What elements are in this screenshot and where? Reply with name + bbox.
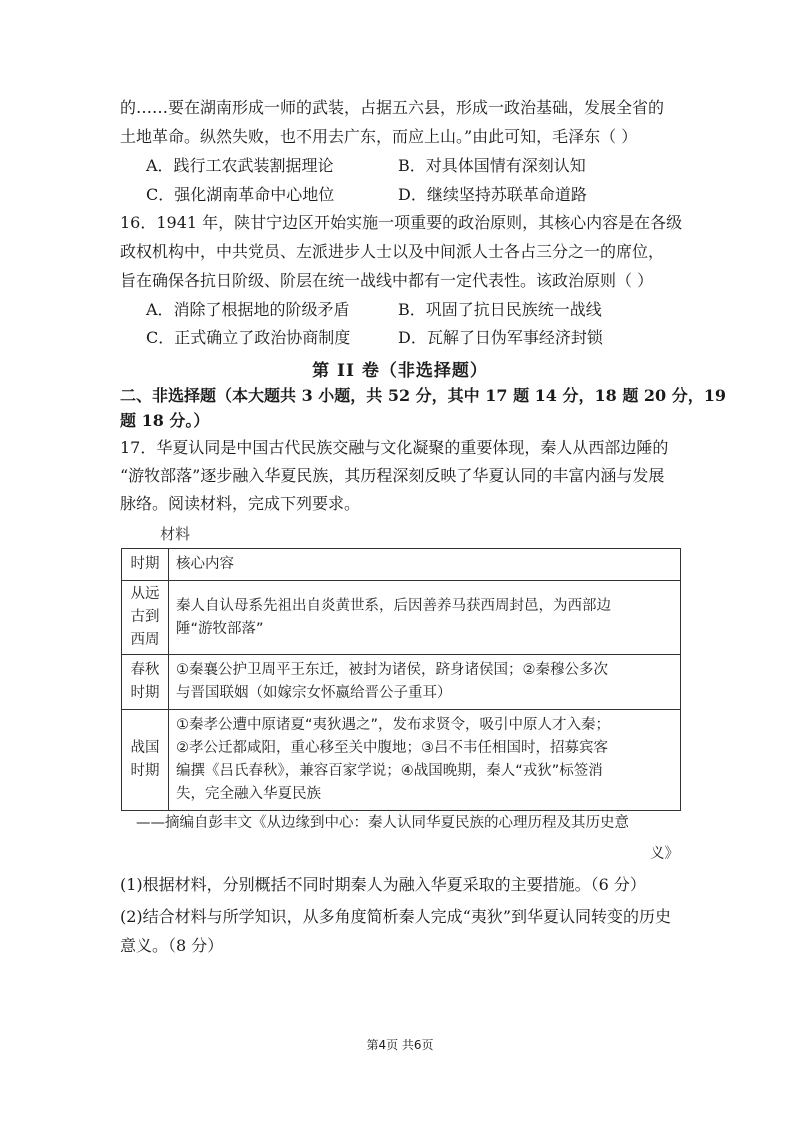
period-text: 时期: [130, 763, 160, 779]
q17-subquestion-1: (1)根据材料，分别概括不同时期秦人为融入华夏采取的主要措施。（6 分）: [120, 875, 646, 894]
table-row: [122, 581, 681, 655]
q16-option-a[interactable]: A．消除了根据地的阶级矛盾: [146, 300, 350, 319]
content-text: 秦人自认母系先祖出自炎黄世系，后因善养马获西周封邑，为西部边: [176, 597, 611, 614]
period-text: 西周: [130, 632, 160, 648]
content-text: ①秦襄公护卫周平王东迁，被封为诸侯，跻身诸侯国；②秦穆公多次: [176, 662, 608, 678]
q16-stem-line-1: 16．1941 年，陕甘宁边区开始实施一项重要的政治原则，其核心内容是在各级: [120, 213, 683, 232]
q16-option-d[interactable]: D．瓦解了日伪军事经济封锁: [398, 328, 603, 347]
q15-option-d[interactable]: D．继续坚持苏联革命道路: [398, 185, 587, 204]
section-title: 第 II 卷（非选择题）: [312, 361, 488, 381]
q17-stem-line-1: 17．华夏认同是中国古代民族交融与文化凝聚的重要体现，秦人从西部边陲的: [120, 438, 669, 457]
table-content-cell: [169, 581, 681, 655]
q17-stem-line-3: 脉络。阅读材料，完成下列要求。: [120, 494, 361, 513]
content-text: 编撰《吕氏春秋》，兼容百家学说；④战国晚期，秦人“戎狄”标签消: [176, 763, 603, 779]
table-period-cell: [122, 710, 169, 811]
source-citation-line-2: 义》: [650, 846, 679, 862]
q15-option-c[interactable]: C．强化湖南革命中心地位: [146, 185, 335, 204]
table-header-period: 时期: [122, 549, 169, 581]
q15-stem-line-1: 的……要在湖南形成一师的武装，占据五六县，形成一政治基础，发展全省的: [120, 98, 665, 117]
period-text: 春秋: [130, 662, 160, 678]
material-table: [121, 548, 681, 811]
q17-subquestion-2-line-1: (2)结合材料与所学知识，从多角度简析秦人完成“夷狄”到华夏认同转变的历史: [120, 907, 672, 926]
content-text: 与晋国联姻（如嫁宗女怀嬴给晋公子重耳）: [176, 685, 452, 701]
q16-stem-line-2: 政权机构中，中共党员、左派进步人士以及中间派人士各占三分之一的席位，: [120, 242, 665, 261]
content-text: ②孝公迁都咸阳，重心移至关中腹地；③吕不韦任相国时，招募宾客: [176, 740, 608, 756]
table-header-content: 核心内容: [169, 549, 681, 581]
period-text: 古到: [130, 609, 160, 625]
content-text: ①秦孝公遭中原诸夏“夷狄遇之”，发布求贤令，吸引中原人才入秦；: [176, 717, 611, 733]
q15-option-b[interactable]: B．对具体国情有深刻认知: [398, 156, 586, 175]
page-footer: 第4页 共6页: [366, 1038, 434, 1052]
q16-stem-line-3: 旨在确保各抗日阶级、阶层在统一战线中都有一定代表性。该政治原则（ ）: [120, 271, 654, 290]
period-text: 时期: [130, 685, 160, 701]
table-row: [122, 655, 681, 710]
q16-option-b[interactable]: B．巩固了抗日民族统一战线: [398, 300, 602, 319]
period-text: 战国: [130, 740, 160, 756]
content-text: 失，完全融入华夏民族: [176, 786, 321, 802]
q15-option-a[interactable]: A．践行工农武装割据理论: [146, 156, 334, 175]
table-row: [122, 710, 681, 811]
table-content-cell: [169, 655, 681, 710]
table-period-cell: [122, 581, 169, 655]
table-content-cell: [169, 710, 681, 811]
content-text: 陲“游牧部落”: [176, 620, 264, 637]
q16-option-c[interactable]: C．正式确立了政治协商制度: [146, 328, 351, 347]
table-period-cell: [122, 655, 169, 710]
material-label: 材料: [160, 525, 191, 543]
part2-header-line-2: 题 18 分。）: [120, 411, 210, 430]
q17-stem-line-2: “游牧部落”逐步融入华夏民族，其历程深刻反映了华夏认同的丰富内涵与发展: [120, 466, 665, 485]
table-header-row: [122, 549, 681, 581]
q15-stem-line-2: 土地革命。纵然失败，也不用去广东，而应上山。”由此可知，毛泽东（ ）: [120, 127, 638, 146]
part2-header-line-1: 二、非选择题（本大题共 3 小题，共 52 分，其中 17 题 14 分，18 题 20 分，19: [120, 386, 727, 405]
period-text: 从远: [130, 586, 160, 602]
source-citation-line-1: ——摘编自彭丰文《从边缘到中心：秦人认同华夏民族的心理历程及其历史意: [136, 815, 629, 831]
q17-subquestion-2-line-2: 意义。（8 分）: [120, 936, 224, 955]
